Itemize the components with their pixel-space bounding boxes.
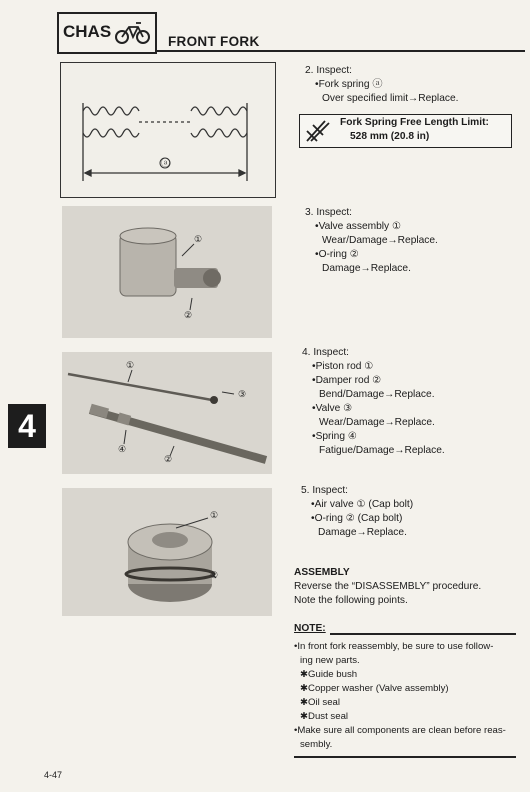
rod-callout-3: ③ [238, 389, 247, 399]
spec-value: 528 mm (20.8 in) [350, 131, 430, 142]
step-4-line: Fatigue/Damage→Replace. [319, 445, 445, 456]
assembly-line: Note the following points. [294, 595, 408, 606]
caliper-icon [303, 117, 331, 145]
step-4-line: Wear/Damage→Replace. [319, 417, 435, 428]
step-2-line: Over specified limit→Replace. [322, 93, 459, 104]
step-5-line: •Air valve ① (Cap bolt) [311, 499, 414, 510]
note-line: ✱Dust seal [300, 711, 349, 722]
spring-figure [60, 62, 276, 198]
note-section [294, 622, 326, 636]
section-code: CHAS [63, 22, 112, 41]
step-5 [301, 484, 413, 540]
chapter-tab: 4 [8, 404, 46, 448]
spec-label: Fork Spring Free Length Limit: [340, 117, 489, 128]
step-3-line: •Valve assembly ① [315, 221, 402, 232]
step-4 [302, 346, 445, 458]
step-2 [305, 64, 458, 106]
note-line: ✱Copper washer (Valve assembly) [300, 683, 449, 694]
step-5-line: 5. Inspect: [301, 485, 349, 496]
damper-rod-photo [62, 352, 272, 474]
step-4-line: 4. Inspect: [302, 347, 350, 358]
rod-callout-4: ④ [118, 444, 127, 454]
note-rule-top [330, 633, 516, 635]
step-3-line: 3. Inspect: [305, 207, 353, 218]
step-4-line: •Valve ③ [312, 403, 353, 414]
valve-assembly-photo [62, 206, 272, 338]
note-line: •In front fork reassembly, be sure to use follow- [294, 641, 494, 652]
spring-length-callout: ⓐ [161, 158, 171, 168]
step-5-line: Damage→Replace. [318, 527, 407, 538]
note-line: ✱Oil seal [300, 697, 341, 708]
assembly-heading: ASSEMBLY [294, 567, 350, 578]
note-line: •Make sure all components are clean before reas- [294, 725, 506, 736]
page-title: FRONT FORK [168, 34, 260, 49]
valve-callout-1: ① [194, 234, 203, 244]
note-body [294, 640, 506, 752]
cap-bolt-photo [62, 488, 272, 616]
step-3-line: Wear/Damage→Replace. [322, 235, 438, 246]
step-4-line: •Piston rod ① [312, 361, 374, 372]
fork-spring-drawing [61, 63, 275, 197]
step-4-line: •Damper rod ② [312, 375, 382, 386]
note-line: sembly. [300, 739, 333, 750]
cap-callout-2: ② [210, 570, 219, 580]
header-rule [157, 50, 525, 52]
step-2-line: 2. Inspect: [305, 65, 353, 76]
rod-callout-1: ① [126, 360, 135, 370]
note-line: ing new parts. [300, 655, 360, 666]
note-line: ✱Guide bush [300, 669, 358, 680]
assembly-line: Reverse the “DISASSEMBLY” procedure. [294, 581, 482, 592]
step-4-line: Bend/Damage→Replace. [319, 389, 435, 400]
step-3 [305, 206, 438, 276]
step-3-line: Damage→Replace. [322, 263, 411, 274]
cap-callout-1: ① [210, 510, 219, 520]
step-5-line: •O-ring ② (Cap bolt) [311, 513, 403, 524]
rod-callout-2: ② [164, 454, 173, 464]
valve-callout-2: ② [184, 310, 193, 320]
step-4-line: •Spring ④ [312, 431, 357, 442]
note-heading: NOTE: [294, 623, 326, 634]
page-number: 4-47 [44, 770, 63, 780]
assembly-section [294, 566, 481, 608]
motorcycle-icon [114, 18, 152, 46]
note-rule-bottom [294, 756, 516, 758]
step-3-line: •O-ring ② [315, 249, 359, 260]
step-2-line: •Fork spring ⓐ [315, 79, 383, 90]
